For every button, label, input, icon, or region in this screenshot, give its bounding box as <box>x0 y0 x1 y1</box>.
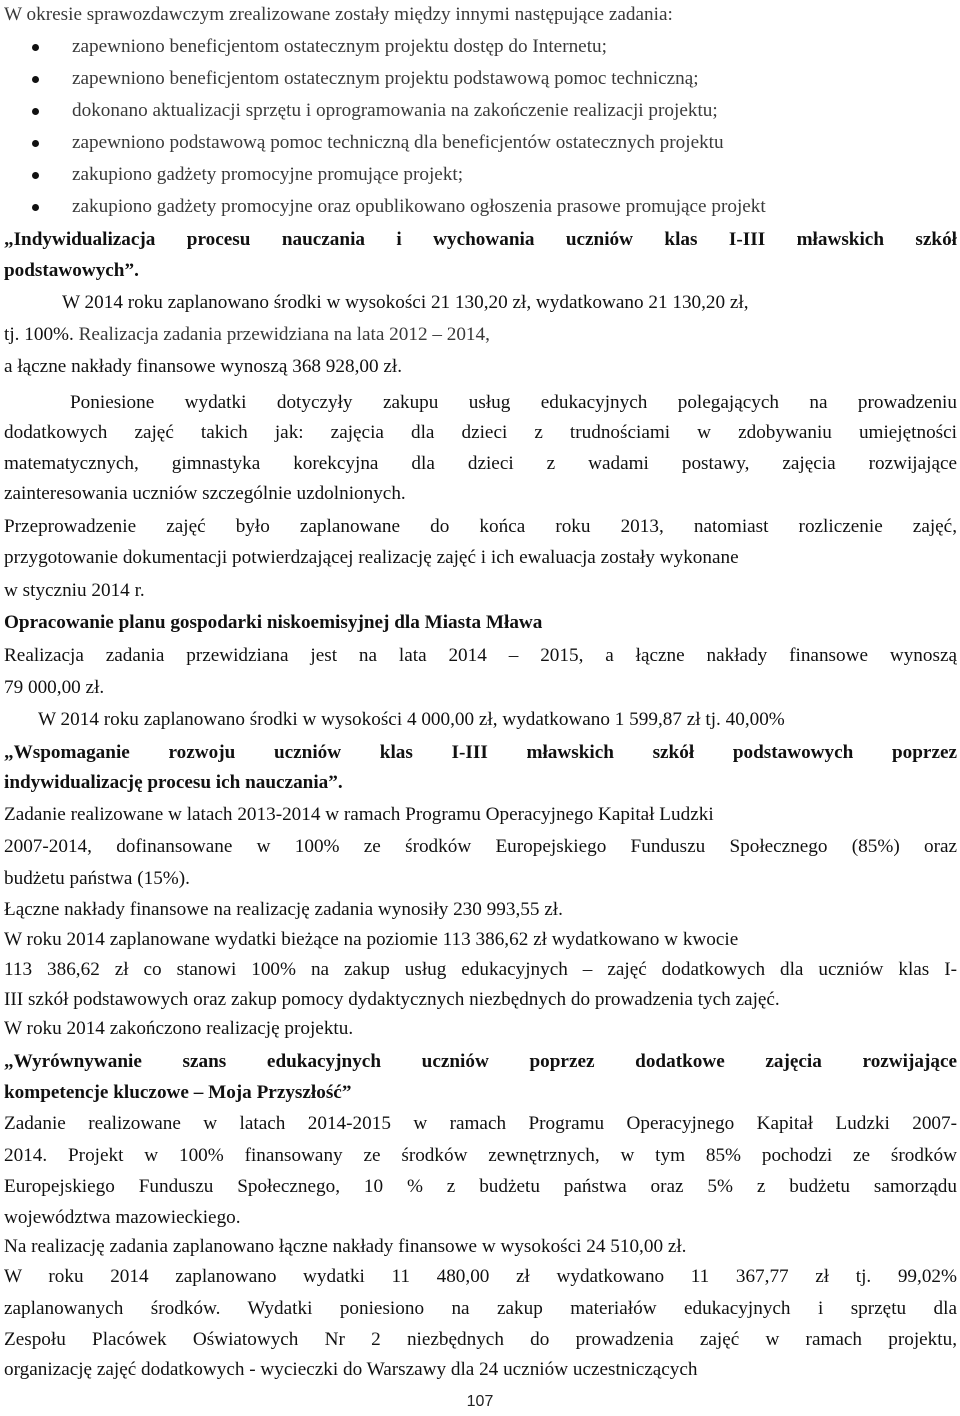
section2-paragraph2: W 2014 roku zaplanowano środki w wysokości 4 000,00 zł, wydatkowano 1 599,87 zł tj. 40,00% <box>38 709 785 730</box>
section1-title: „Indywidualizacja procesu nauczania i wychowania uczniów klas I-III mławskich szkół <box>4 229 957 250</box>
section1-paragraph-line <box>4 322 957 348</box>
section1-paragraph3: Przeprowadzenie zajęć było zaplanowane do końca roku 2013, natomiast rozliczenie zajęć, <box>4 516 957 537</box>
section4-paragraph-line: województwa mazowieckiego. <box>4 1207 241 1228</box>
section4-paragraph-line: 2014. Projekt w 100% finansowany ze środków zewnętrznych, w tym 85% pochodzi ze środków <box>4 1145 957 1166</box>
section1-paragraph2-line: dodatkowych zajęć takich jak: zajęcia dla dzieci z trudnościami w zdobywaniu umiejętności <box>4 422 957 443</box>
percent-text: tj. 100%. <box>4 324 74 345</box>
section4-paragraph3-line: zaplanowanych środków. Wydatki poniesiono na zakup materiałów edukacyjnych i sprzętu dla <box>4 1298 957 1319</box>
section4-title-cont: kompetencje kluczowe – Moja Przyszłość” <box>4 1082 352 1103</box>
section1-paragraph2: Poniesione wydatki dotyczyły zakupu usług edukacyjnych polegających na prowadzeniu <box>70 392 957 413</box>
section3-title: „Wspomaganie rozwoju uczniów klas I-III mławskich szkół podstawowych poprzez <box>4 742 957 763</box>
section2-title: Opracowanie planu gospodarki niskoemisyjnej dla Miasta Mława <box>4 612 543 633</box>
section4-paragraph: Zadanie realizowane w latach 2014-2015 w ramach Programu Operacyjnego Kapitał Ludzki 2007- <box>4 1113 957 1134</box>
section1-paragraph2-line: matematycznych, gimnastyka korekcyjna dla dzieci z wadami postawy, zajęcia rozwijające <box>4 453 957 474</box>
section4-paragraph3-line: organizację zajęć dodatkowych - wycieczki do Warszawy dla 24 uczniów uczestniczących <box>4 1359 698 1380</box>
bullet-item: zapewniono beneficjentom ostatecznym projektu podstawową pomoc techniczną; <box>72 66 950 92</box>
section1-paragraph2-line: zainteresowania uczniów szczególnie uzdolnionych. <box>4 483 406 504</box>
section2-paragraph: Realizacja zadania przewidziana jest na lata 2014 – 2015, a łączne nakłady finansowe wynoszą <box>4 645 957 666</box>
section3-paragraph2: Łączne nakłady finansowe na realizację zadania wynosiły 230 993,55 zł. <box>4 899 563 920</box>
section1-title-cont: podstawowych”. <box>4 260 139 281</box>
section3-paragraph-line: 2007-2014, dofinansowane w 100% ze środków Europejskiego Funduszu Społecznego (85%) oraz <box>4 836 957 857</box>
section1-paragraph3-line: przygotowanie dokumentacji potwierdzającej realizację zajęć i ich ewaluacja zostały wykonane <box>4 547 739 568</box>
section4-paragraph2: Na realizację zadania zaplanowano łączne nakłady finansowe w wysokości 24 510,00 zł. <box>4 1236 687 1257</box>
intro-text: W okresie sprawozdawczym zrealizowane zostały między innymi następujące zadania: <box>4 4 673 25</box>
section2-paragraph-line: 79 000,00 zł. <box>4 677 105 698</box>
section3-paragraph3-line: 113 386,62 zł co stanowi 100% na zakup usług edukacyjnych – zajęć dodatkowych dla uczniów klas I- <box>4 959 957 980</box>
bullet-item: zakupiono gadżety promocyjne promujące projekt; <box>72 162 950 188</box>
bullet-item: zapewniono beneficjentom ostatecznym projektu dostęp do Internetu; <box>72 34 950 60</box>
section4-paragraph3: W roku 2014 zaplanowano wydatki 11 480,00 zł wydatkowano 11 367,77 zł tj. 99,02% <box>4 1266 957 1287</box>
period-text: Realizacja zadania przewidziana na lata 2012 – 2014, <box>73 324 490 345</box>
section4-paragraph-line: Europejskiego Funduszu Społecznego, 10 % z budżetu państwa oraz 5% z budżetu samorządu <box>4 1176 957 1197</box>
section3-paragraph3: W roku 2014 zaplanowane wydatki bieżące na poziomie 113 386,62 zł wydatkowano w kwocie <box>4 929 739 950</box>
section1-paragraph3-line: w styczniu 2014 r. <box>4 580 145 601</box>
section3-paragraph3-line: III szkół podstawowych oraz zakup pomocy dydaktycznych niezbędnych do prowadzenia tych zajęć. <box>4 989 780 1010</box>
section3-paragraph: Zadanie realizowane w latach 2013-2014 w ramach Programu Operacyjnego Kapitał Ludzki <box>4 804 714 825</box>
section3-paragraph-line: budżetu państwa (15%). <box>4 868 190 889</box>
section3-paragraph3-line: W roku 2014 zakończono realizację projektu. <box>4 1018 354 1039</box>
bullet-item: zapewniono podstawową pomoc techniczną dla beneficjentów ostatecznych projektu <box>72 130 950 156</box>
section4-title: „Wyrównywanie szans edukacyjnych uczniów poprzez dodatkowe zajęcia rozwijające <box>4 1051 957 1072</box>
bullet-item: dokonano aktualizacji sprzętu i oprogramowania na zakończenie realizacji projektu; <box>72 98 950 124</box>
page-number: 107 <box>466 1393 494 1410</box>
section1-paragraph: W 2014 roku zaplanowano środki w wysokości 21 130,20 zł, wydatkowano 21 130,20 zł, <box>62 292 749 313</box>
section4-paragraph3-line: Zespołu Placówek Oświatowych Nr 2 niezbędnych do prowadzenia zajęć w ramach projektu, <box>4 1329 957 1350</box>
bullet-item: zakupiono gadżety promocyjne oraz opublikowano ogłoszenia prasowe promujące projekt <box>72 194 950 220</box>
section1-paragraph-line: a łączne nakłady finansowe wynoszą 368 928,00 zł. <box>4 356 403 377</box>
section3-title-cont: indywidualizację procesu ich nauczania”. <box>4 772 343 793</box>
